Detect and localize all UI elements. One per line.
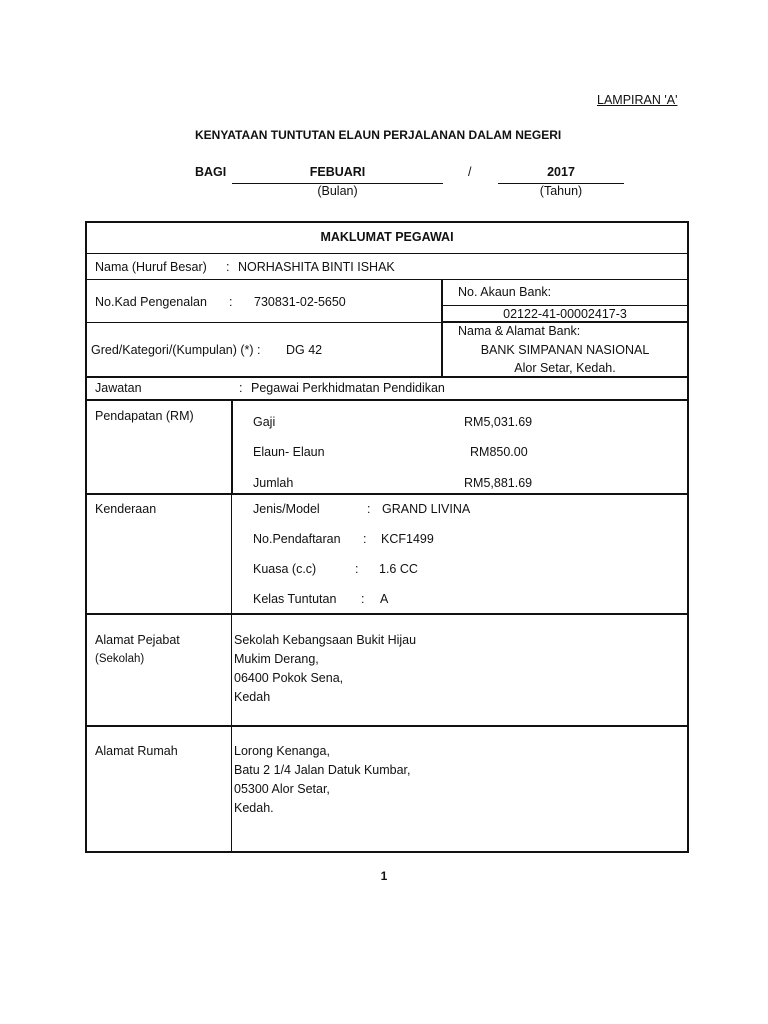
table-border-left (85, 221, 87, 853)
bank-address-line: Alor Setar, Kedah. (514, 361, 616, 375)
bank-name-label: Nama & Alamat Bank: (458, 324, 581, 338)
income-row-label: Elaun- Elaun (253, 445, 325, 459)
vehicle-label: Kenderaan (95, 502, 157, 516)
income-row-label: Jumlah (253, 476, 294, 490)
date-slash: / (468, 165, 472, 179)
name-label: Nama (Huruf Besar) (95, 260, 207, 274)
lampiran-label: LAMPIRAN 'A' (597, 93, 678, 107)
vehicle-row-separator: : (355, 562, 359, 576)
divider (85, 322, 689, 323)
vehicle-row-label: No.Pendaftaran (253, 532, 341, 546)
divider (85, 493, 689, 495)
position-separator: : (239, 381, 243, 395)
office-address-line: Sekolah Kebangsaan Bukit Hijau (234, 633, 417, 647)
ic-separator: : (229, 295, 233, 309)
bagi-label: BAGI (195, 165, 227, 179)
table-border-bottom (85, 851, 689, 853)
vehicle-row-separator: : (361, 592, 365, 606)
office-address-line: 06400 Pokok Sena, (234, 671, 344, 685)
office-address-label: Alamat Pejabat (95, 633, 180, 647)
vehicle-row-value: A (380, 592, 389, 606)
officer-info-table (85, 221, 689, 853)
divider (85, 725, 689, 727)
income-row-value: RM850.00 (470, 445, 528, 459)
year-value: 2017 (547, 165, 575, 179)
vehicle-row-separator: : (367, 502, 371, 516)
office-address-line: Kedah (234, 690, 271, 704)
name-separator: : (226, 260, 230, 274)
position-value: Pegawai Perkhidmatan Pendidikan (251, 381, 445, 395)
income-row-label: Gaji (253, 415, 276, 429)
bank-box-divider (442, 321, 688, 322)
vehicle-row-label: Jenis/Model (253, 502, 320, 516)
divider (85, 376, 689, 378)
month-value: FEBUARI (309, 165, 366, 179)
divider (85, 399, 689, 401)
home-address-label: Alamat Rumah (95, 744, 178, 758)
grade-label: Gred/Kategori/(Kumpulan) (*) : (91, 343, 261, 357)
home-address-line: Batu 2 1/4 Jalan Datuk Kumbar, (234, 763, 411, 777)
income-row-value: RM5,031.69 (464, 415, 533, 429)
bank-account-value: 02122-41-00002417-3 (503, 307, 627, 321)
vehicle-row-value: 1.6 CC (379, 562, 418, 576)
home-address-line: Kedah. (234, 801, 274, 815)
section-title: MAKLUMAT PEGAWAI (320, 230, 454, 244)
vehicle-row-label: Kuasa (c.c) (253, 562, 317, 576)
vehicle-row-value: KCF1499 (381, 532, 434, 546)
vehicle-row-separator: : (363, 532, 367, 546)
ic-label: No.Kad Pengenalan (95, 295, 207, 309)
home-address-line: 05300 Alor Setar, (234, 782, 330, 796)
year-caption: (Tahun) (539, 184, 583, 198)
income-label: Pendapatan (RM) (95, 409, 194, 423)
ic-value: 730831-02-5650 (254, 295, 346, 309)
bank-account-label: No. Akaun Bank: (458, 285, 552, 299)
table-border-top (85, 221, 689, 223)
vehicle-row-value: GRAND LIVINA (382, 502, 471, 516)
office-address-line: Mukim Derang, (234, 652, 319, 666)
month-caption: (Bulan) (317, 184, 358, 198)
income-row-value: RM5,881.69 (464, 476, 533, 490)
divider (85, 253, 689, 254)
divider (85, 279, 689, 280)
form-title: KENYATAAN TUNTUTAN ELAUN PERJALANAN DALAM NEGERI (195, 128, 562, 142)
grade-value: DG 42 (286, 343, 323, 357)
bank-box-divider (442, 305, 688, 306)
home-address-line: Lorong Kenanga, (234, 744, 330, 758)
divider (85, 613, 689, 615)
position-label: Jawatan (95, 381, 142, 395)
bank-name-line: BANK SIMPANAN NASIONAL (480, 343, 650, 357)
column-divider (231, 399, 233, 494)
name-value: NORHASHITA BINTI ISHAK (238, 260, 395, 274)
page-number: 1 (380, 869, 388, 883)
vehicle-row-label: Kelas Tuntutan (253, 592, 337, 606)
office-address-sublabel: (Sekolah) (95, 653, 145, 665)
